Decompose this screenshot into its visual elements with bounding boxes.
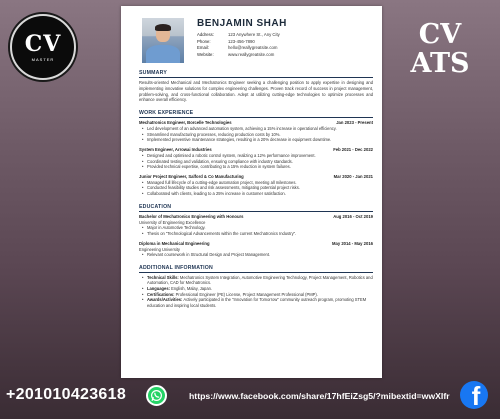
job-bullet: • Coordinated testing and validation, ensuring compliance with industry standards. — [139, 159, 373, 165]
additional-text: Professional Engineer (PE) License, Project Management Professional (PMP). — [174, 291, 318, 297]
job-dates: Jan 2023 - Present — [336, 120, 373, 126]
additional-label: Technical Skills: — [147, 274, 179, 280]
job-dates: Feb 2021 - Dec 2022 — [333, 146, 373, 152]
cv-master-logo — [10, 14, 76, 80]
job-role: System Engineer, Arrowai Industries — [139, 146, 212, 152]
contact-label: Website: — [197, 51, 214, 57]
section-divider — [139, 211, 373, 212]
contact-value: www.reallygreatsite.com — [228, 51, 275, 57]
side-title-line1: CV — [418, 19, 462, 50]
summary-text: Results-oriented Mechanical and Mechatronics Engineer seeking a challenging position to apply expertise in designing and implementing innovative solutions for complex engineering challenges. Proven track record of success in project management, problem-solving, and cross-functional collaboration. Adept at utilizing cutting-edge technologies to optimize processes and enhance overall efficiency. — [139, 80, 373, 103]
education-bullet: • Thesis on "Technological Advancements within the current Mechatronics Industry". — [139, 231, 373, 237]
additional-label: Certifications: — [147, 291, 175, 297]
contact-value: 123 Anywhere St., Any City — [228, 32, 280, 37]
additional-text: Actively participated in the "Innovation for Tomorrow" community outreach program, promoting STEM education and inspiring local students. — [147, 297, 367, 308]
education-entry — [139, 214, 373, 237]
logo-mark: CV — [24, 30, 62, 57]
school-name: Engineering University — [139, 246, 180, 252]
additional-item — [139, 275, 373, 286]
facebook-link[interactable]: https://www.facebook.com/share/17hfEiZsg5/?mibextid=wwXIfr — [189, 391, 450, 401]
job-entry — [139, 174, 373, 197]
summary-heading: SUMMARY — [139, 70, 168, 76]
side-title — [395, 20, 485, 78]
profile-photo — [142, 18, 184, 63]
section-divider — [139, 77, 373, 78]
job-bullet: • Streamlined manufacturing processes, reducing production costs by 10%. — [139, 132, 373, 138]
section-divider — [139, 272, 373, 273]
logo-subtitle: MASTER — [31, 56, 55, 62]
work-experience-heading: WORK EXPERIENCE — [139, 110, 194, 116]
additional-info-heading: ADDITIONAL INFORMATION — [139, 264, 213, 271]
education-bullet: • Major in Automotive Technology. — [139, 225, 373, 231]
job-bullet: • Conducted feasibility studies and risk assessments, mitigating potential project risks. — [139, 185, 373, 191]
side-title-line2: ATS — [410, 48, 470, 79]
additional-label: Awards/Activities: — [147, 297, 183, 303]
additional-item — [139, 297, 373, 308]
additional-text: Mechatronics System Integration, Automotive Engineering Technology, Project Management, Robotics and Automation, CAD for Mechatronics. — [147, 274, 373, 286]
job-role: Junior Project Engineer, Salford & Co Manufacturing — [139, 173, 244, 179]
job-bullet: • Led development of an advanced automation system, achieving a 15% increase in operational efficiency. — [139, 126, 373, 132]
job-bullet: • Managed full lifecycle of a cutting-edge automation project, meeting all milestones. — [139, 180, 373, 186]
job-entry — [139, 120, 373, 143]
job-bullet: • Designed and optimised a robotic control system, realizing a 12% performance improvement. — [139, 153, 373, 159]
candidate-name: BENJAMIN SHAH — [197, 18, 287, 29]
job-dates: Mar 2020 - Jan 2021 — [333, 173, 373, 179]
contact-label: Email: — [197, 45, 209, 50]
whatsapp-glyph-icon — [150, 389, 163, 402]
whatsapp-icon[interactable] — [146, 385, 167, 406]
job-bullet: • Implemented preventive maintenance strategies, resulting in a 20% decrease in equipment downtime. — [139, 137, 373, 143]
contact-phone-number: +201010423618 — [6, 386, 127, 403]
degree-title: Diploma in Mechanical Engineering — [139, 240, 210, 246]
contact-value: 123-456-7890 — [228, 38, 255, 44]
additional-label: Languages: — [147, 286, 170, 292]
job-bullet: • Collaborated with clients, leading to a 25% increase in customer satisfaction. — [139, 191, 373, 197]
job-bullet: • Provided technical expertise, contributing to a 15% reduction in system failures. — [139, 164, 373, 170]
education-bullet: • Relevant coursework in Structural Design and Project Management. — [139, 252, 373, 258]
facebook-icon[interactable] — [460, 381, 488, 409]
contact-value: hello@reallygreatsite.com — [228, 45, 278, 50]
degree-title: Bachelor of Mechatronics Engineering with Honours — [139, 213, 244, 219]
education-dates: Aug 2016 - Oct 2019 — [333, 213, 373, 219]
resume-sheet — [121, 6, 382, 378]
facebook-glyph: f — [471, 381, 481, 409]
contact-label: Phone: — [197, 38, 211, 44]
school-name: University of Engineering Excellence — [139, 219, 206, 225]
education-entry — [139, 241, 373, 258]
job-role: Mechatronics Engineer, Borcelle Technologies — [139, 120, 232, 126]
job-entry — [139, 147, 373, 170]
additional-text: English, Malay, Japan. — [169, 286, 213, 292]
contact-label: Address: — [197, 32, 214, 37]
contact-website — [197, 52, 287, 59]
header-info — [197, 18, 287, 58]
resume-header — [142, 18, 373, 63]
section-divider — [139, 117, 373, 118]
education-dates: May 2014 - May 2016 — [332, 240, 373, 246]
education-heading: EDUCATION — [139, 203, 172, 210]
